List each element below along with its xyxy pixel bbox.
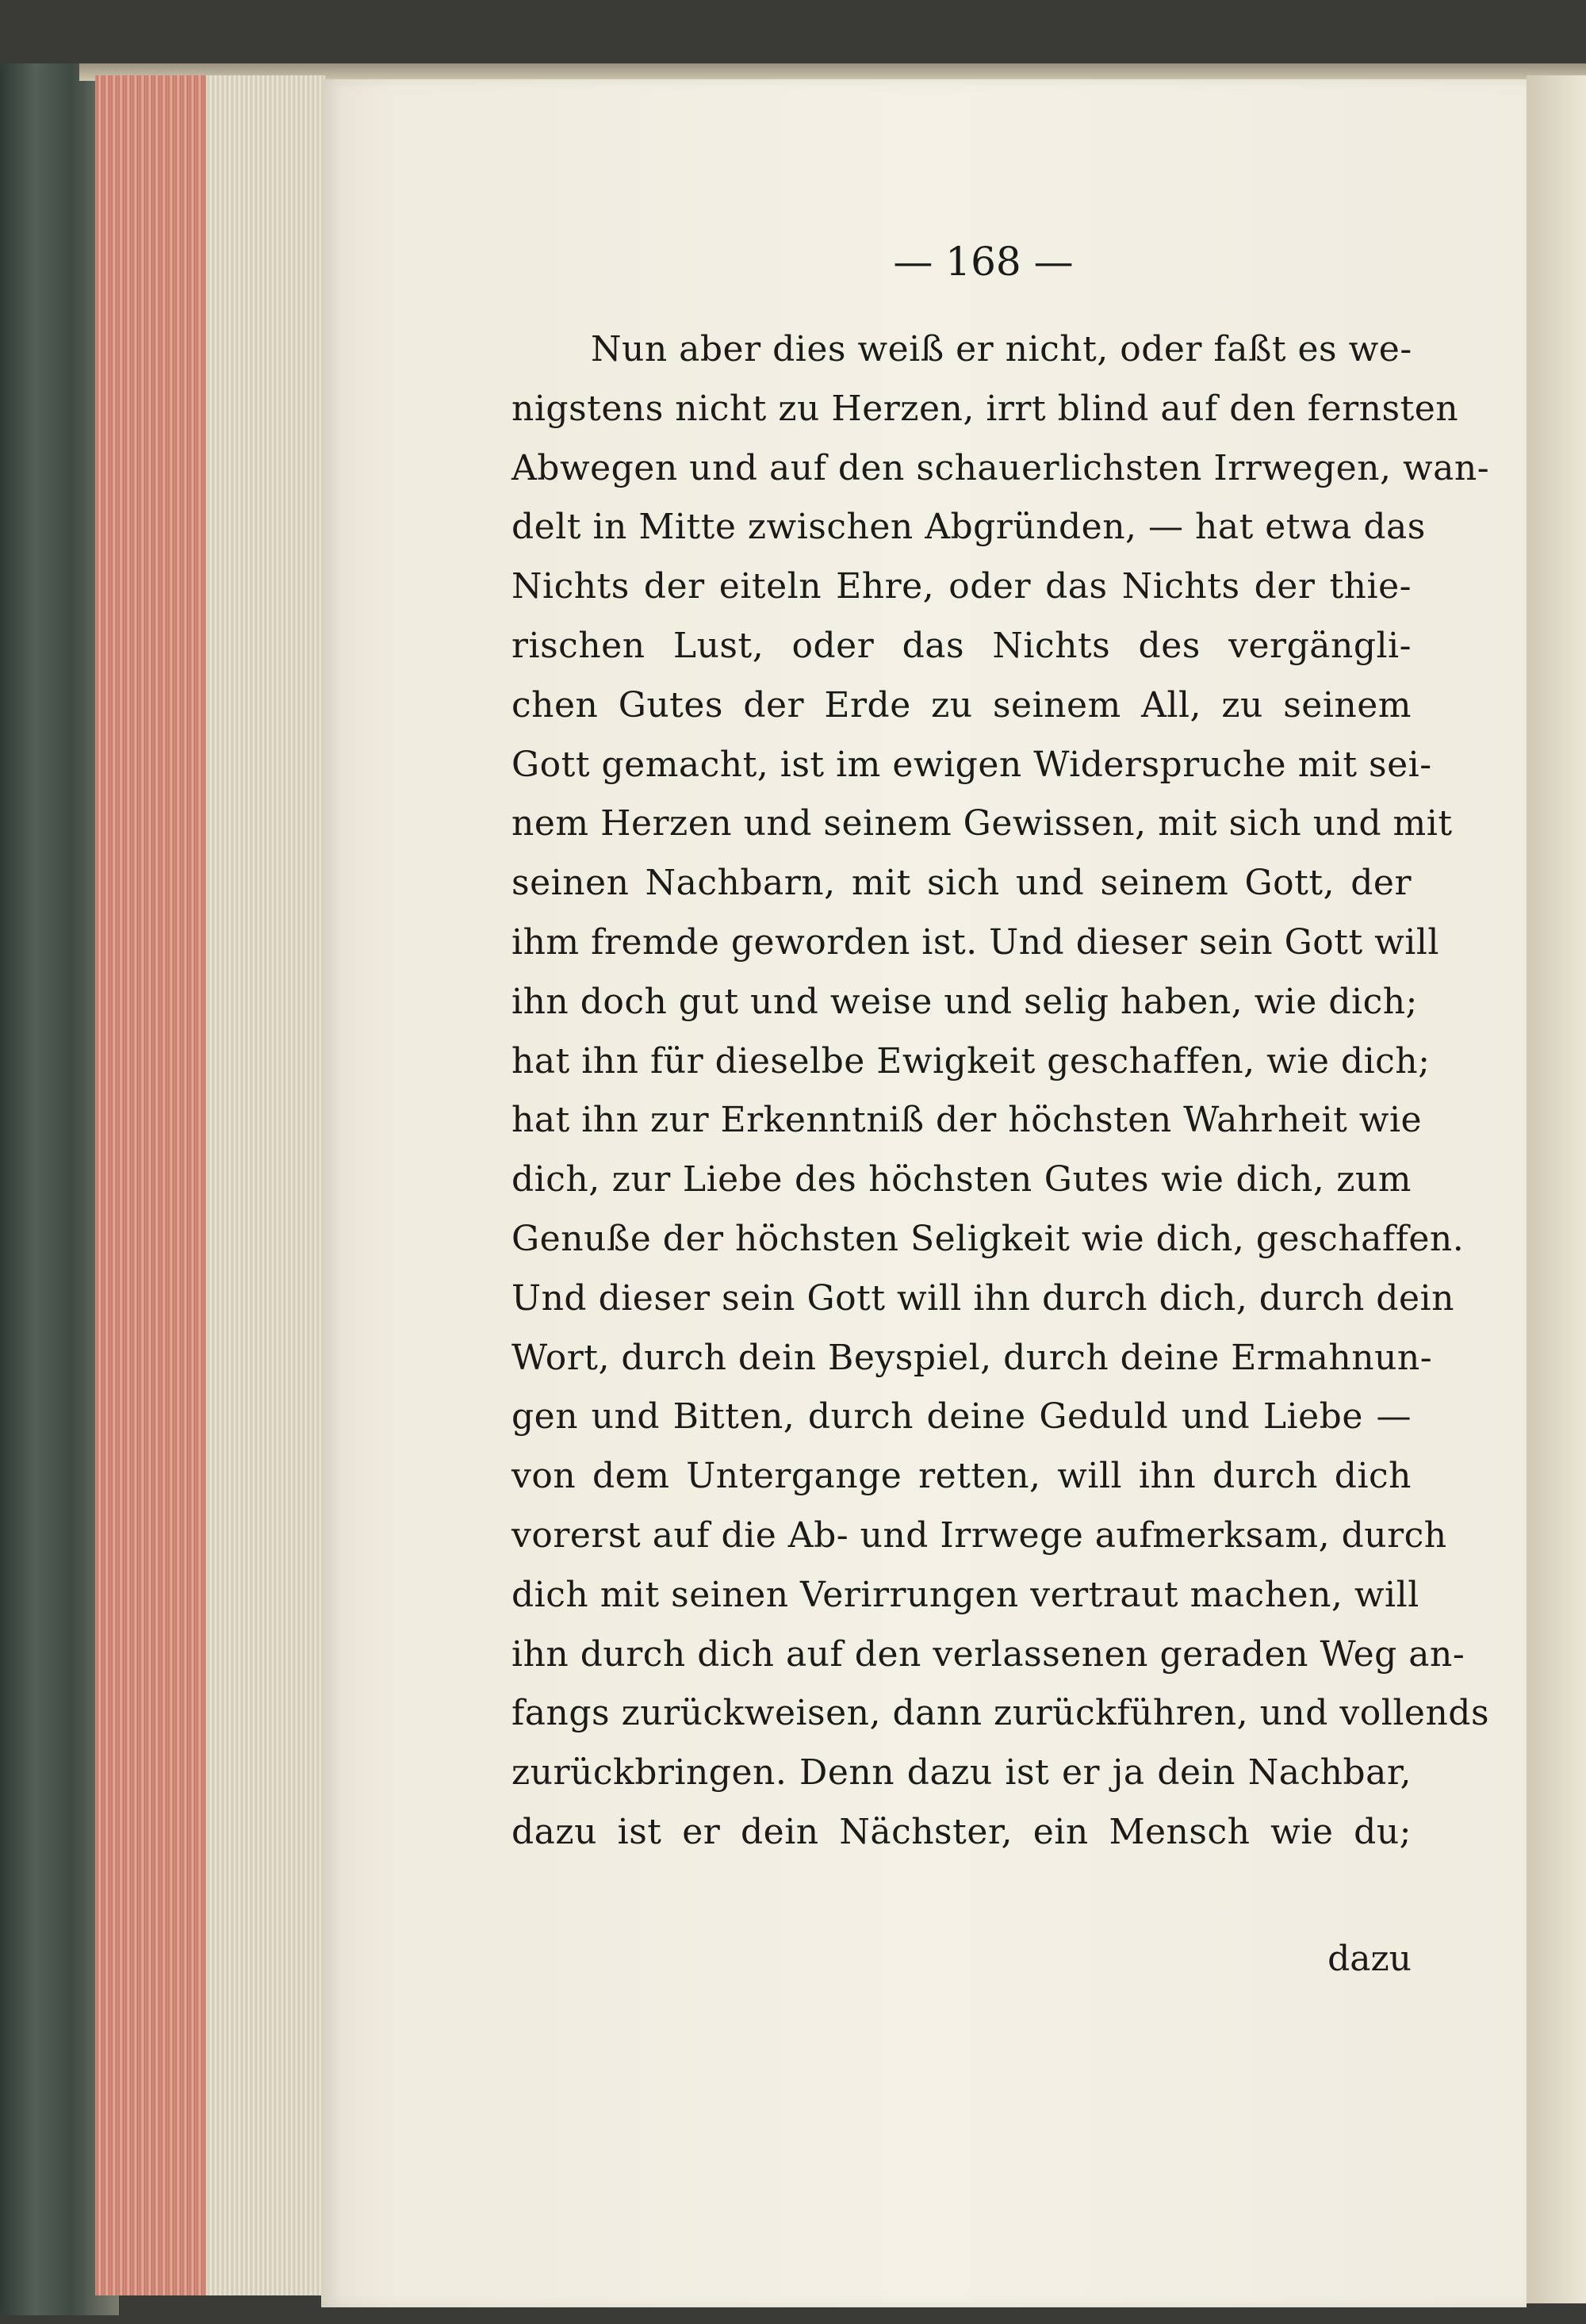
- text-line: delt in Mitte zwischen Abgründen, — hat etwa das: [511, 507, 1426, 548]
- text-line: von dem Untergange retten, will ihn durch dich: [511, 1456, 1412, 1497]
- page-edges-inner: [206, 75, 325, 2295]
- text-line: chen Gutes der Erde zu seinem All, zu seinem: [511, 684, 1412, 726]
- text-line: hat ihn zur Erkenntniß der höchsten Wahrheit wie: [511, 1100, 1423, 1141]
- text-line: hat ihn für dieselbe Ewigkeit geschaffen, wie dich;: [511, 1040, 1431, 1082]
- text-line: ihn durch dich auf den verlassenen geraden Weg an-: [511, 1633, 1465, 1675]
- text-line: Nun aber dies weiß er nicht, oder faßt es we-: [591, 329, 1412, 369]
- text-line: gen und Bitten, durch deine Geduld und Liebe —: [511, 1396, 1412, 1438]
- page-number-header: — 168 —: [893, 239, 1074, 285]
- text-line: nem Herzen und seinem Gewissen, mit sich und mit: [511, 803, 1453, 844]
- text-line: Wort, durch dein Beyspiel, durch deine Ermahnun-: [511, 1337, 1433, 1378]
- text-line: ihm fremde geworden ist. Und dieser sein Gott will: [511, 921, 1439, 963]
- text-line: Nichts der eiteln Ehre, oder das Nichts der thie-: [511, 566, 1412, 607]
- text-line: Genuße der höchsten Seligkeit wie dich, geschaffen.: [511, 1218, 1465, 1259]
- text-line: Und dieser sein Gott will ihn durch dich, durch dein: [511, 1277, 1454, 1319]
- text-line: nigstens nicht zu Herzen, irrt blind auf den fernsten: [511, 388, 1459, 429]
- text-line: seinen Nachbarn, mit sich und seinem Gott, der: [511, 863, 1412, 904]
- text-line: zurückbringen. Denn dazu ist er ja dein Nachbar,: [511, 1752, 1412, 1794]
- facing-page-edge: [1527, 75, 1586, 2303]
- text-line: dazu ist er dein Nächster, ein Mensch wie du;: [511, 1811, 1412, 1852]
- text-line: ihn doch gut und weise und selig haben, wie dich;: [511, 981, 1418, 1022]
- catchword: dazu: [1327, 1939, 1412, 1979]
- text-line: Abwegen und auf den schauerlichsten Irrwegen, wan-: [511, 447, 1490, 488]
- text-line: rischen Lust, oder das Nichts des vergängli-: [511, 625, 1412, 666]
- body-text: [511, 325, 1490, 1867]
- text-line: vorerst auf die Ab- und Irrwege aufmerksam, durch: [511, 1514, 1447, 1556]
- text-line: dich, zur Liebe des höchsten Gutes wie dich, zum: [511, 1159, 1412, 1200]
- text-line: Gott gemacht, ist im ewigen Widerspruche mit sei-: [511, 744, 1432, 785]
- text-line: fangs zurückweisen, dann zurückführen, und vollends: [511, 1693, 1490, 1734]
- text-line: dich mit seinen Verirrungen vertraut machen, will: [511, 1574, 1419, 1615]
